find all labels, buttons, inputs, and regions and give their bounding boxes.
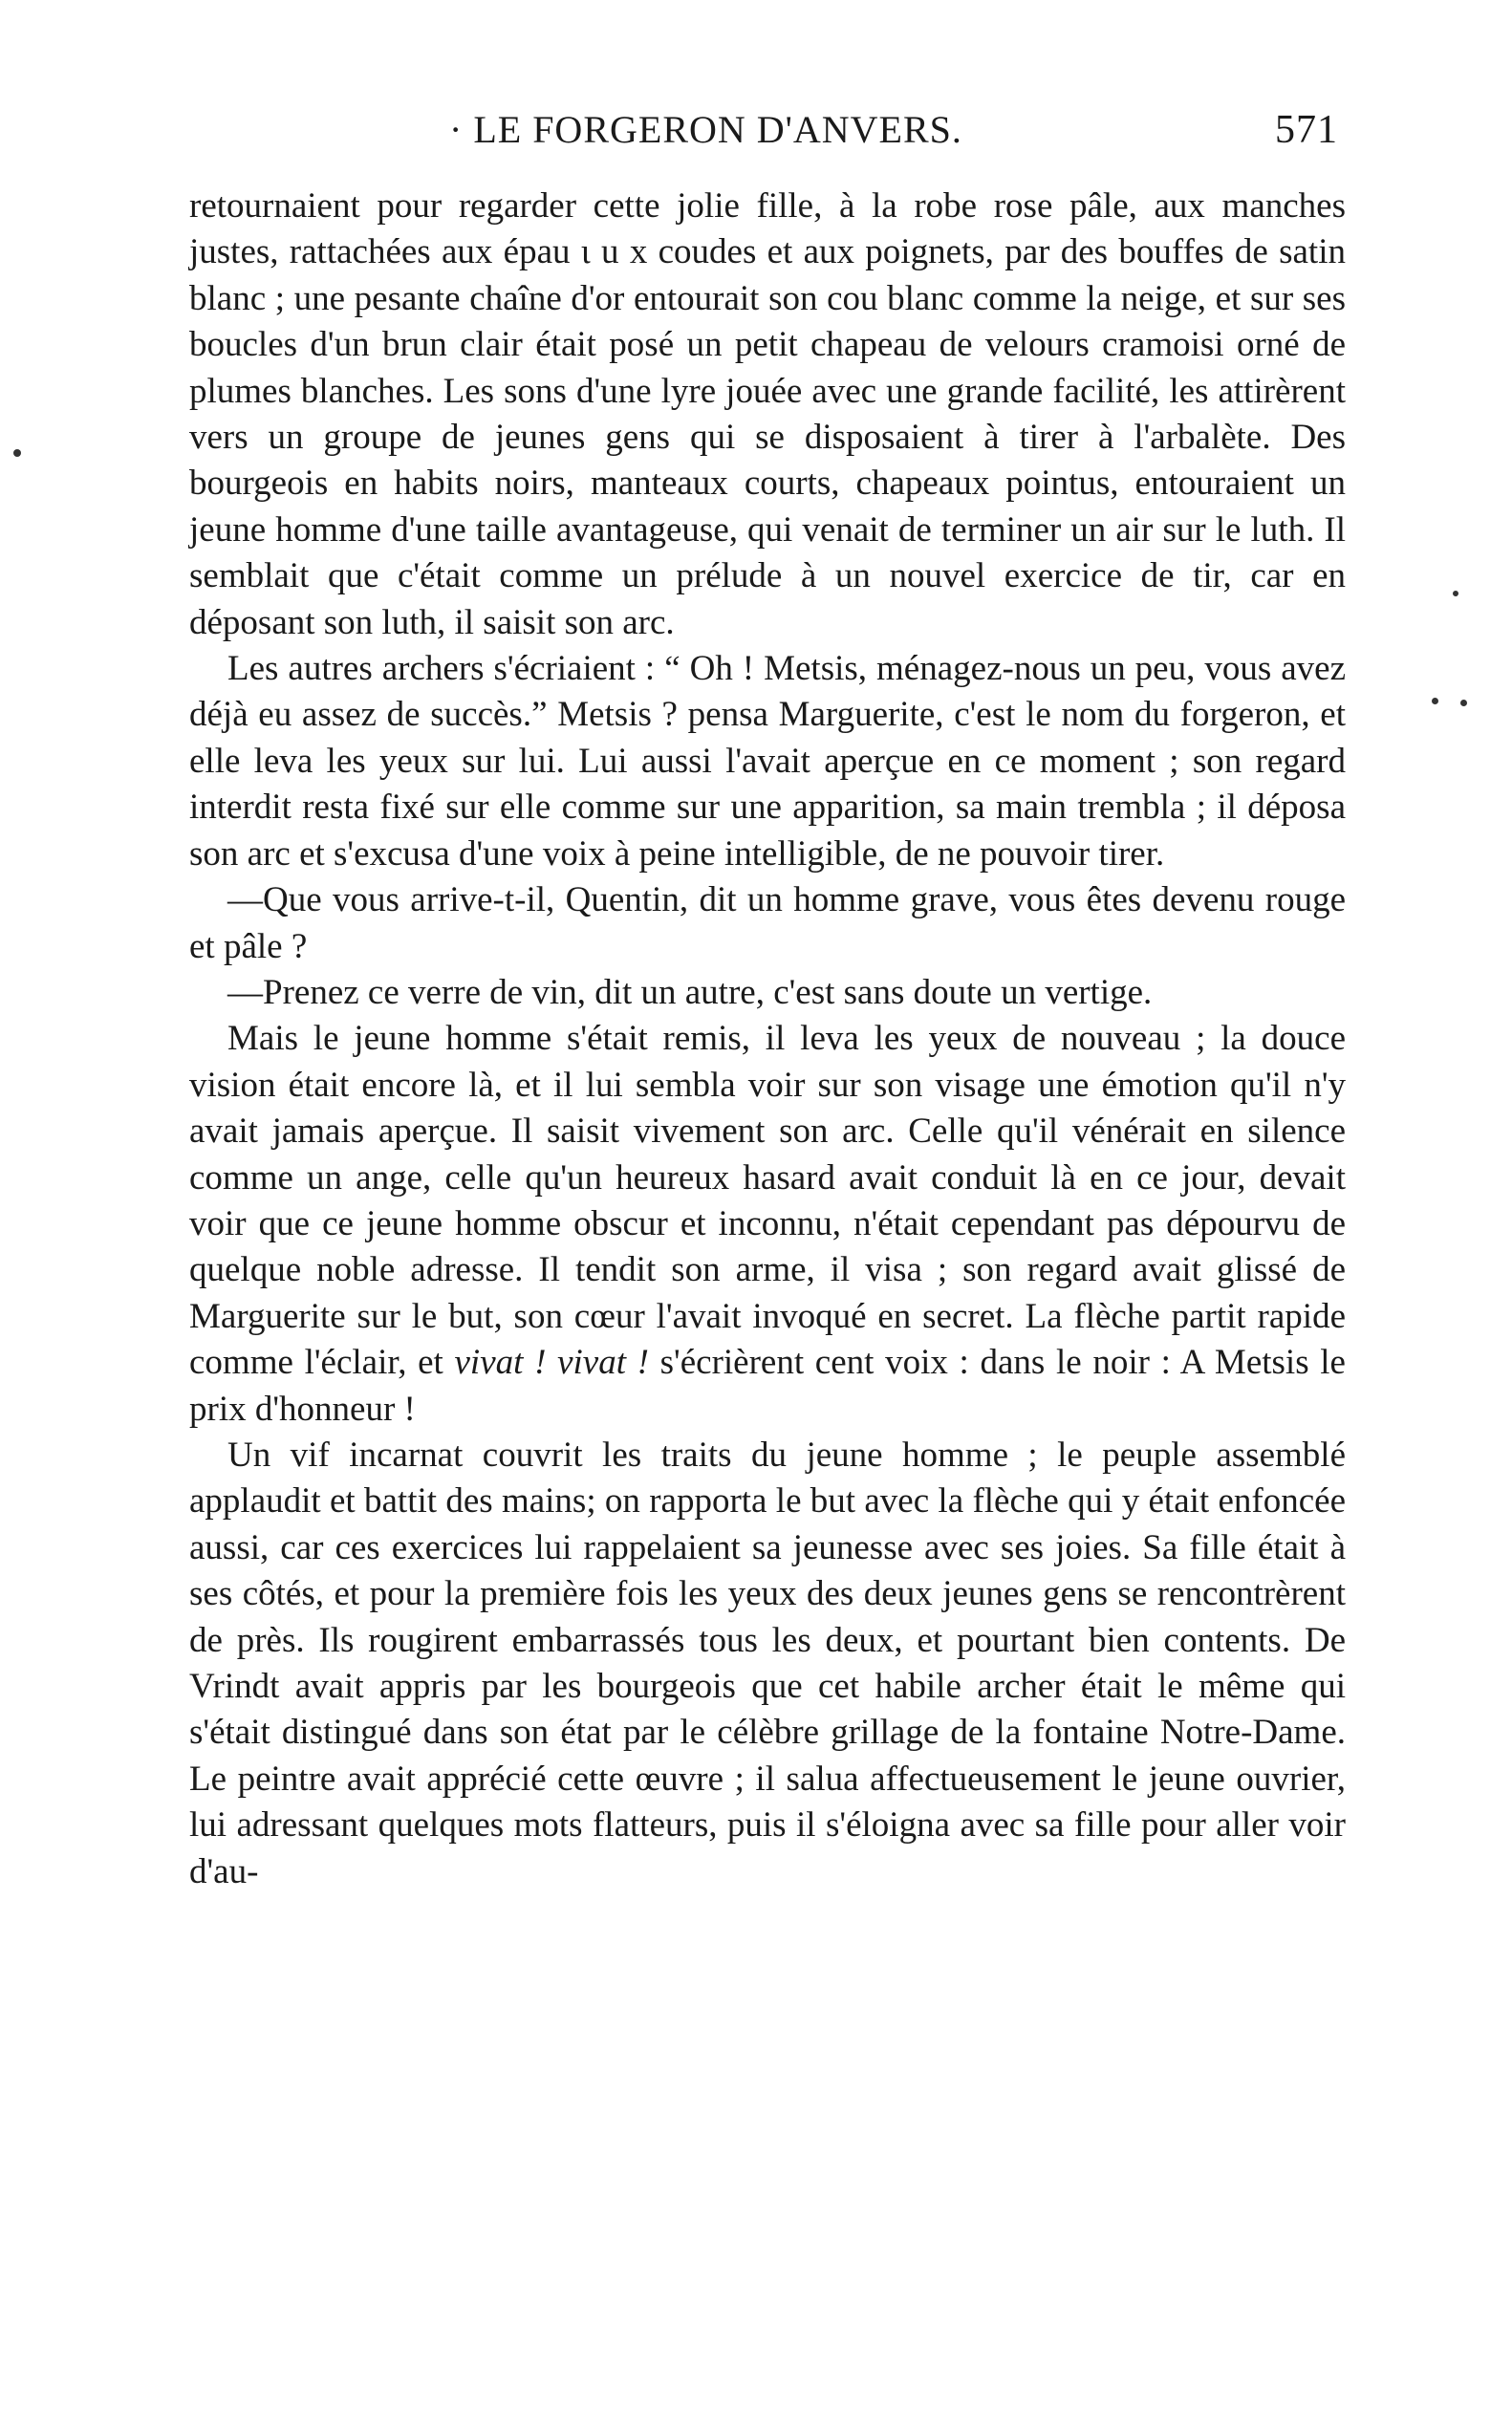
paragraph-5 — [189, 1016, 1346, 1433]
paragraph-1: retournaient pour regarder cette jolie fille, à la robe rose pâle, aux manches justes, rattachées aux épau ι u x coudes et aux poignets, par des bouffes de satin blanc ; une pesante chaîne d'or entourait son cou blanc comme la neige, et sur ses boucles d'un brun clair était posé un petit chapeau de velours cramoisi orné de plumes blanches. Les sons d'une lyre jouée avec une grande facilité, les attirèrent vers un groupe de jeunes gens qui se disposaient à tirer à l'arbalète. Des bourgeois en habits noirs, manteaux courts, chapeaux pointus, entouraient un jeune homme d'une taille avantageuse, qui venait de terminer un air sur le luth. Il semblait que c'était comme un prélude à un nouvel exercice de tir, car en déposant son luth, il saisit son arc. — [189, 186, 1346, 642]
paragraph-5-italic: vivat ! vivat ! — [454, 1343, 649, 1383]
print-speck — [13, 449, 21, 457]
paragraph-5-text-before: Mais le jeune homme s'était remis, il leva les yeux de nouveau ; la douce vision était encore là, et il lui sembla voir sur son visage une émotion qu'il n'y avait jamais aperçue. Il saisit vivement son arc. Celle qu'il vénérait en silence comme un ange, celle qu'un heureux hasard avait conduit là en ce jour, devait voir que ce jeune homme obscur et inconnu, n'était cependant pas dépourvu de quelque noble adresse. Il tendit son arme, il visa ; son regard avait glissé de Marguerite sur le but, son cœur l'avait invoqué en secret. La flèche partit rapide comme l'éclair, et — [189, 1019, 1346, 1383]
body-text — [189, 184, 1346, 1895]
paragraph-4: —Prenez ce verre de vin, dit un autre, c'est sans doute un vertige. — [227, 972, 1153, 1012]
paragraph-5-text-after: s'écrièrent cent voix : dans le noir : A Metsis le prix d'honneur ! — [189, 1343, 1346, 1429]
print-speck — [1460, 700, 1467, 706]
print-speck — [1453, 591, 1458, 596]
paragraph-6: Un vif incarnat couvrit les traits du jeune homme ; le peuple assemblé applaudit et battit des mains; on rapporta le but avec la flèche qui y était enfoncée aussi, car ces exercices lui rappelaient sa jeunesse avec ses joies. Sa fille était à ses côtés, et pour la première fois les yeux des deux jeunes gens se rencontrèrent de près. Ils rougirent embarrassés tous les deux, et pourtant bien contents. De Vrindt avait appris par les bourgeois que cet habile archer était le même qui s'était distingué dans son état par le célèbre grillage de la fontaine Notre-Dame. Le peintre avait apprécié cette œuvre ; il salua affectueusement le jeune ouvrier, lui adressant quelques mots flatteurs, puis il s'éloigna avec sa fille pour aller voir d'au- — [189, 1435, 1346, 1891]
running-header — [449, 107, 1338, 157]
running-title: · LE FORGERON D'ANVERS. — [449, 108, 962, 151]
paragraph-3: —Que vous arrive-t-il, Quentin, dit un homme grave, vous êtes devenu rouge et pâle ? — [189, 880, 1346, 966]
page-number: 571 — [1275, 108, 1338, 152]
paragraph-2: Les autres archers s'écriaient : “ Oh ! Metsis, ménagez-nous un peu, vous avez déjà eu assez de succès.” Metsis ? pensa Marguerite, c'est le nom du forgeron, et elle leva les yeux sur lui. Lui aussi l'avait aperçue en ce moment ; son regard interdit resta fixé sur elle comme sur une apparition, sa main trembla ; il déposa son arc et s'excusa d'une voix à peine intelligible, de ne pouvoir tirer. — [189, 649, 1346, 874]
print-speck — [1432, 698, 1438, 704]
